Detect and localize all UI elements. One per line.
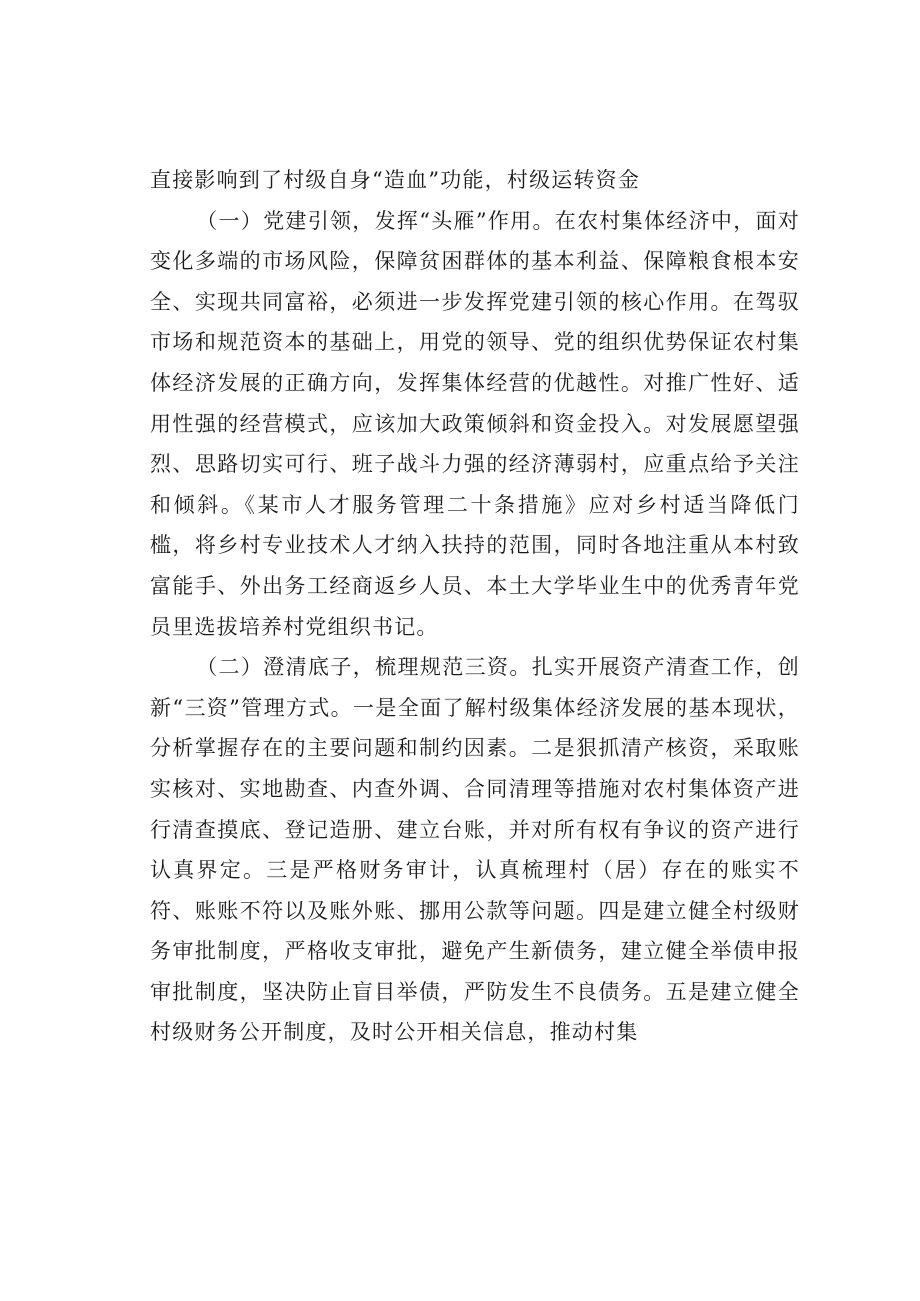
paragraph-continuation: 直接影响到了村级自身“造血”功能，村级运转资金 xyxy=(150,168,641,192)
paragraph-three-assets: （二）澄清底子，梳理规范三资。扎实开展资产清查工作，创新“三资”管理方式。一是全面了解村级集体经济发展的基本现状，分析掌握存在的主要问题和制约因素。二是狠抓清产核资，采取账实核对、实地勘查、内查外调、合同清理等措施对农村集体资产进行清查摸底、登记造册、建立台账，并对所有权有争议的资产进行认真界定。三是严格财务审计，认真梳理村（居）存在的账实不符、账账不符以及账外账、挪用公款等问题。四是建立健全村级财务审批制度，严格收支审批，避免产生新债务，建立健全举债申报审批制度，坚决防止盲目举债，严防发生不良债务。五是建立健全村级财务公开制度，及时公开相关信息，推动村集 xyxy=(150,655,800,1045)
paragraph-party-building: （一）党建引领，发挥“头雁”作用。在农村集体经济中，面对变化多端的市场风险，保障贫困群体的基本利益、保障粮食根本安全、实现共同富裕，必须进一步发挥党建引领的核心作用。在驾驭市场和规范资本的基础上，用党的领导、党的组织优势保证农村集体经济发展的正确方向，发挥集体经营的优越性。对推广性好、适用性强的经营模式，应该加大政策倾斜和资金投入。对发展愿望强烈、思路切实可行、班子战斗力强的经济薄弱村，应重点给予关注和倾斜。《某市人才服务管理二十条措施》应对乡村适当降低门槛，将乡村专业技术人才纳入扶持的范围，同时各地注重从本村致富能手、外出务工经商返乡人员、本土大学毕业生中的优秀青年党员里选拔培养村党组织书记。 xyxy=(150,208,800,639)
body-text xyxy=(150,160,800,1053)
